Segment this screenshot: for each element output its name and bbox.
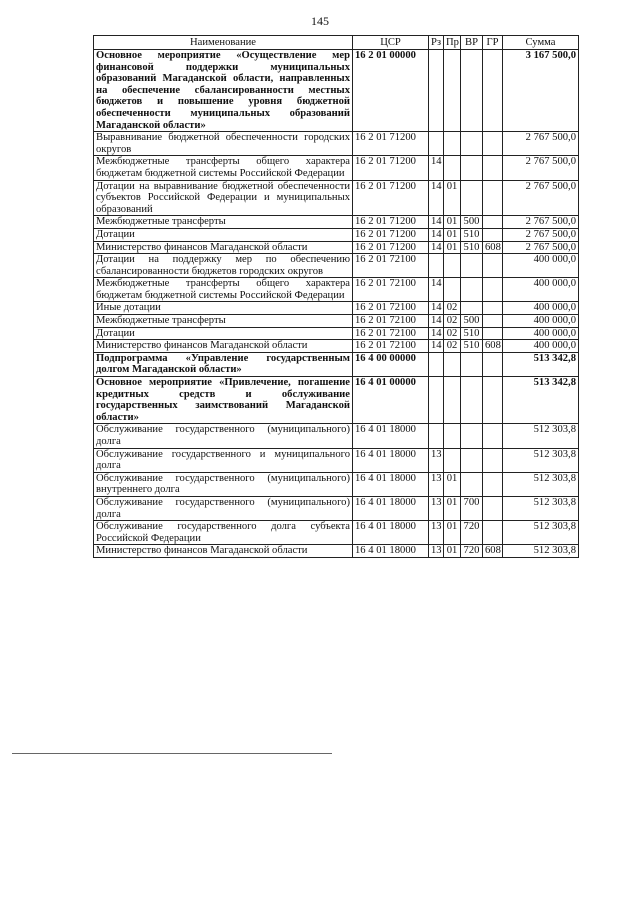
cell-pr: 01 xyxy=(444,472,461,496)
cell-sum: 2 767 500,0 xyxy=(503,180,579,216)
cell-csr: 16 4 01 18000 xyxy=(353,472,429,496)
table-row xyxy=(94,424,579,448)
cell-pr: 02 xyxy=(444,302,461,315)
cell-gr xyxy=(483,448,503,472)
cell-vr: 500 xyxy=(461,315,483,328)
cell-gr: 608 xyxy=(483,241,503,254)
cell-csr: 16 4 01 18000 xyxy=(353,448,429,472)
cell-name: Межбюджетные трансферты xyxy=(94,216,353,229)
cell-pr xyxy=(444,132,461,156)
cell-gr xyxy=(483,50,503,132)
cell-gr xyxy=(483,278,503,302)
page-number: 145 xyxy=(311,14,329,28)
cell-vr: 720 xyxy=(461,521,483,545)
cell-rz: 13 xyxy=(429,545,444,558)
cell-name: Дотации на выравнивание бюджетной обеспеченности субъектов Российской Федерации и муниципальных образований xyxy=(94,180,353,216)
cell-sum: 2 767 500,0 xyxy=(503,156,579,180)
cell-rz xyxy=(429,132,444,156)
cell-vr xyxy=(461,377,483,424)
cell-vr: 500 xyxy=(461,216,483,229)
cell-gr xyxy=(483,424,503,448)
cell-sum: 3 167 500,0 xyxy=(503,50,579,132)
header-name: Наименование xyxy=(94,36,353,50)
cell-gr xyxy=(483,521,503,545)
cell-name: Иные дотации xyxy=(94,302,353,315)
cell-sum: 513 342,8 xyxy=(503,377,579,424)
table-row xyxy=(94,340,579,353)
cell-rz: 14 xyxy=(429,302,444,315)
cell-vr: 720 xyxy=(461,545,483,558)
cell-name: Министерство финансов Магаданской области xyxy=(94,545,353,558)
table-row xyxy=(94,545,579,558)
cell-gr xyxy=(483,472,503,496)
cell-rz: 14 xyxy=(429,180,444,216)
cell-name: Дотации xyxy=(94,327,353,340)
cell-pr xyxy=(444,448,461,472)
cell-csr: 16 4 01 18000 xyxy=(353,424,429,448)
cell-name: Основное мероприятие «Осуществление мер финансовой поддержки муниципальных образований Магаданской области, направленных на обеспечение сбалансированности местных бюджетов и повышение уровня бюджетной обеспеченности муниципальных образований Магаданской области» xyxy=(94,50,353,132)
cell-csr: 16 2 01 72100 xyxy=(353,340,429,353)
cell-csr: 16 4 01 18000 xyxy=(353,545,429,558)
cell-name: Выравнивание бюджетной обеспеченности городских округов xyxy=(94,132,353,156)
table-row xyxy=(94,448,579,472)
cell-rz: 14 xyxy=(429,216,444,229)
cell-sum: 2 767 500,0 xyxy=(503,228,579,241)
cell-rz: 13 xyxy=(429,496,444,520)
table-row xyxy=(94,302,579,315)
cell-vr xyxy=(461,352,483,376)
cell-pr: 01 xyxy=(444,241,461,254)
cell-gr xyxy=(483,327,503,340)
cell-vr xyxy=(461,156,483,180)
cell-vr xyxy=(461,472,483,496)
cell-csr: 16 2 01 00000 xyxy=(353,50,429,132)
cell-pr xyxy=(444,352,461,376)
table-row xyxy=(94,180,579,216)
cell-csr: 16 2 01 71200 xyxy=(353,156,429,180)
cell-name: Дотации xyxy=(94,228,353,241)
cell-gr xyxy=(483,228,503,241)
cell-sum: 400 000,0 xyxy=(503,254,579,278)
cell-csr: 16 4 01 00000 xyxy=(353,377,429,424)
cell-rz xyxy=(429,254,444,278)
cell-gr: 608 xyxy=(483,340,503,353)
cell-gr xyxy=(483,254,503,278)
cell-rz xyxy=(429,424,444,448)
cell-name: Обслуживание государственного и муниципального долга xyxy=(94,448,353,472)
cell-rz xyxy=(429,377,444,424)
cell-vr xyxy=(461,132,483,156)
cell-gr xyxy=(483,216,503,229)
cell-pr: 01 xyxy=(444,521,461,545)
table-row xyxy=(94,327,579,340)
cell-csr: 16 2 01 72100 xyxy=(353,327,429,340)
cell-name: Межбюджетные трансферты общего характера бюджетам бюджетной системы Российской Федерации xyxy=(94,278,353,302)
cell-pr: 02 xyxy=(444,327,461,340)
cell-vr xyxy=(461,448,483,472)
table-row xyxy=(94,216,579,229)
cell-gr xyxy=(483,377,503,424)
cell-rz: 14 xyxy=(429,315,444,328)
cell-csr: 16 2 01 72100 xyxy=(353,315,429,328)
cell-csr: 16 2 01 71200 xyxy=(353,132,429,156)
cell-csr: 16 2 01 72100 xyxy=(353,302,429,315)
cell-vr: 510 xyxy=(461,228,483,241)
cell-gr xyxy=(483,315,503,328)
table-header-row xyxy=(94,36,579,50)
cell-vr xyxy=(461,180,483,216)
table-row xyxy=(94,132,579,156)
cell-pr: 02 xyxy=(444,315,461,328)
cell-gr xyxy=(483,180,503,216)
cell-pr: 01 xyxy=(444,180,461,216)
table-body xyxy=(94,50,579,558)
cell-pr xyxy=(444,278,461,302)
cell-pr: 01 xyxy=(444,496,461,520)
header-pr: Пр xyxy=(444,36,461,50)
cell-pr xyxy=(444,377,461,424)
cell-sum: 513 342,8 xyxy=(503,352,579,376)
cell-gr xyxy=(483,132,503,156)
cell-csr: 16 2 01 72100 xyxy=(353,278,429,302)
table-row xyxy=(94,50,579,132)
cell-csr: 16 4 01 18000 xyxy=(353,496,429,520)
cell-sum: 400 000,0 xyxy=(503,327,579,340)
cell-sum: 512 303,8 xyxy=(503,448,579,472)
cell-sum: 512 303,8 xyxy=(503,545,579,558)
cell-pr: 02 xyxy=(444,340,461,353)
cell-rz: 13 xyxy=(429,521,444,545)
cell-name: Дотации на поддержку мер по обеспечению сбалансированности бюджетов городских округов xyxy=(94,254,353,278)
cell-vr xyxy=(461,50,483,132)
cell-rz: 14 xyxy=(429,340,444,353)
cell-name: Обслуживание государственного (муниципального) внутреннего долга xyxy=(94,472,353,496)
cell-name: Подпрограмма «Управление государственным долгом Магаданской области» xyxy=(94,352,353,376)
budget-table xyxy=(93,35,579,558)
cell-rz xyxy=(429,50,444,132)
cell-pr xyxy=(444,254,461,278)
cell-sum: 400 000,0 xyxy=(503,302,579,315)
cell-pr: 01 xyxy=(444,545,461,558)
cell-gr xyxy=(483,156,503,180)
header-sum: Сумма xyxy=(503,36,579,50)
header-vr: ВР xyxy=(461,36,483,50)
cell-csr: 16 2 01 71200 xyxy=(353,241,429,254)
cell-pr: 01 xyxy=(444,216,461,229)
cell-rz: 14 xyxy=(429,241,444,254)
cell-csr: 16 4 01 18000 xyxy=(353,521,429,545)
cell-sum: 400 000,0 xyxy=(503,315,579,328)
cell-vr xyxy=(461,254,483,278)
cell-csr: 16 2 01 71200 xyxy=(353,216,429,229)
cell-rz xyxy=(429,352,444,376)
table-row xyxy=(94,377,579,424)
cell-sum: 2 767 500,0 xyxy=(503,241,579,254)
table-row xyxy=(94,228,579,241)
table-row xyxy=(94,254,579,278)
cell-sum: 400 000,0 xyxy=(503,340,579,353)
table-row xyxy=(94,472,579,496)
cell-gr xyxy=(483,496,503,520)
cell-rz: 14 xyxy=(429,278,444,302)
cell-sum: 512 303,8 xyxy=(503,424,579,448)
table-row xyxy=(94,156,579,180)
cell-vr: 700 xyxy=(461,496,483,520)
table-row xyxy=(94,315,579,328)
cell-sum: 2 767 500,0 xyxy=(503,216,579,229)
cell-vr xyxy=(461,278,483,302)
cell-name: Межбюджетные трансферты общего характера бюджетам бюджетной системы Российской Федерации xyxy=(94,156,353,180)
cell-name: Основное мероприятие «Привлечение, погашение кредитных средств и обслуживание государственных заимствований Магаданской области» xyxy=(94,377,353,424)
cell-name: Министерство финансов Магаданской области xyxy=(94,340,353,353)
cell-rz: 13 xyxy=(429,472,444,496)
table-row xyxy=(94,521,579,545)
cell-name: Обслуживание государственного (муниципального) долга xyxy=(94,496,353,520)
footer-rule xyxy=(12,753,332,754)
cell-rz: 14 xyxy=(429,156,444,180)
cell-sum: 512 303,8 xyxy=(503,472,579,496)
cell-name: Обслуживание государственного (муниципального) долга xyxy=(94,424,353,448)
cell-csr: 16 4 00 00000 xyxy=(353,352,429,376)
cell-sum: 512 303,8 xyxy=(503,521,579,545)
cell-sum: 400 000,0 xyxy=(503,278,579,302)
cell-vr: 510 xyxy=(461,340,483,353)
cell-csr: 16 2 01 71200 xyxy=(353,228,429,241)
cell-rz: 14 xyxy=(429,228,444,241)
header-rz: Рз xyxy=(429,36,444,50)
cell-rz: 14 xyxy=(429,327,444,340)
table-row xyxy=(94,496,579,520)
cell-vr: 510 xyxy=(461,241,483,254)
table-row xyxy=(94,352,579,376)
cell-name: Межбюджетные трансферты xyxy=(94,315,353,328)
cell-pr: 01 xyxy=(444,228,461,241)
table-row xyxy=(94,278,579,302)
header-gr: ГР xyxy=(483,36,503,50)
cell-pr xyxy=(444,156,461,180)
cell-name: Министерство финансов Магаданской области xyxy=(94,241,353,254)
cell-vr xyxy=(461,302,483,315)
cell-sum: 2 767 500,0 xyxy=(503,132,579,156)
cell-gr xyxy=(483,302,503,315)
cell-gr: 608 xyxy=(483,545,503,558)
cell-name: Обслуживание государственного долга субъекта Российской Федерации xyxy=(94,521,353,545)
cell-rz: 13 xyxy=(429,448,444,472)
cell-pr xyxy=(444,50,461,132)
cell-vr xyxy=(461,424,483,448)
cell-pr xyxy=(444,424,461,448)
cell-vr: 510 xyxy=(461,327,483,340)
cell-gr xyxy=(483,352,503,376)
table-row xyxy=(94,241,579,254)
cell-sum: 512 303,8 xyxy=(503,496,579,520)
cell-csr: 16 2 01 71200 xyxy=(353,180,429,216)
cell-csr: 16 2 01 72100 xyxy=(353,254,429,278)
header-csr: ЦСР xyxy=(353,36,429,50)
